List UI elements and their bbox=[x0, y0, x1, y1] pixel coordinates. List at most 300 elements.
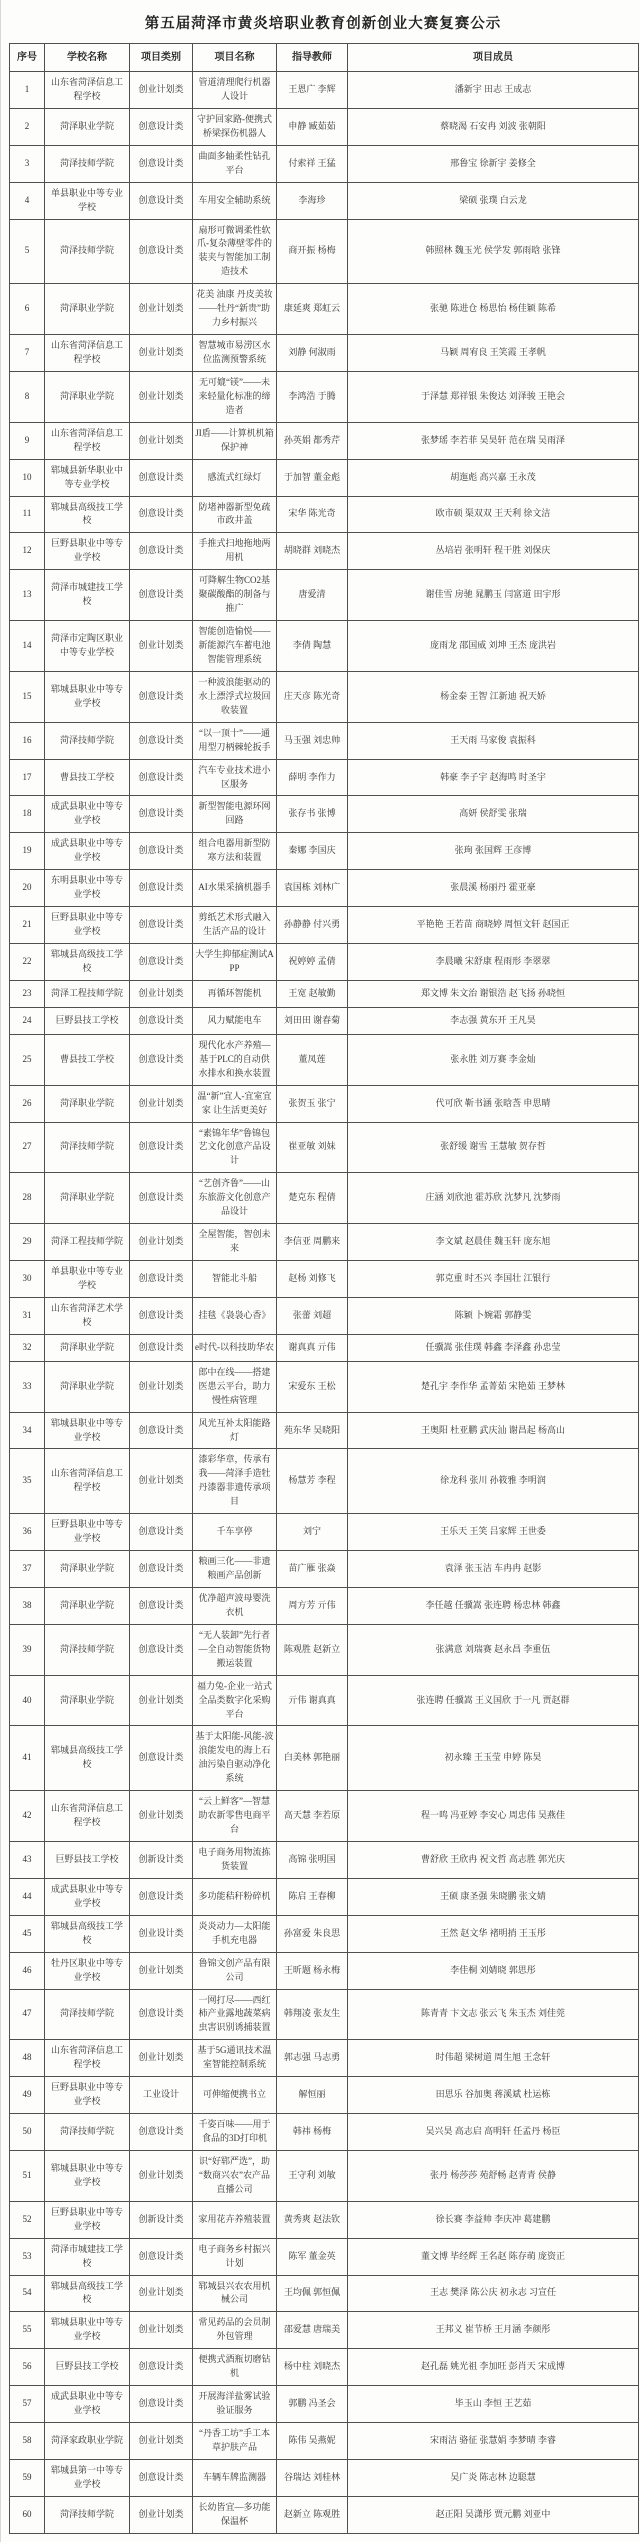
cell-category: 创意设计类 bbox=[130, 496, 193, 533]
results-table bbox=[9, 43, 639, 2534]
cell-teachers: 杨中柱 刘晓杰 bbox=[277, 2349, 348, 2386]
cell-school-name: 巨野县职业中等专业学校 bbox=[45, 2077, 130, 2114]
cell-teachers: 孙英娟 都秀芹 bbox=[277, 422, 348, 459]
cell-members: 张珣 张国辉 王彦博 bbox=[348, 833, 639, 870]
cell-school-name: 巨野县职业中等专业学校 bbox=[45, 1514, 130, 1551]
cell-members: 宋雨洁 骆征 张慧娟 李梦晴 李睿 bbox=[348, 2423, 639, 2460]
cell-school-name: 成武县职业中等专业学校 bbox=[45, 833, 130, 870]
cell-members: 庞雨龙 邵国威 刘坤 王杰 庞洪岩 bbox=[348, 621, 639, 672]
cell-project-name: 全屋智能，智创未来 bbox=[193, 1224, 277, 1261]
cell-school-name: 山东省菏泽信息工程学校 bbox=[45, 1449, 130, 1514]
table-row bbox=[10, 759, 639, 796]
cell-school-name: 巨野县技工学校 bbox=[45, 1007, 130, 1034]
cell-project-name: 优净超声波母婴洗衣机 bbox=[193, 1587, 277, 1624]
cell-category: 创意设计类 bbox=[130, 108, 193, 145]
table-row bbox=[10, 1989, 639, 2040]
cell-members: 李佳桐 刘婧晓 郭思彤 bbox=[348, 1952, 639, 1989]
cell-school-name: 郓城县职业中等专业学校 bbox=[45, 2150, 130, 2201]
cell-row-number: 21 bbox=[10, 907, 45, 944]
cell-category: 创意设计类 bbox=[130, 1122, 193, 1173]
table-row bbox=[10, 2077, 639, 2114]
cell-category: 创业计划类 bbox=[130, 284, 193, 335]
table-row bbox=[10, 2114, 639, 2151]
cell-project-name: 常见药品的会员制外包管理 bbox=[193, 2312, 277, 2349]
table-row bbox=[10, 1034, 639, 1085]
cell-project-name: e时代-以科技助华农 bbox=[193, 1334, 277, 1361]
cell-members: 王天雨 马家俊 袁振科 bbox=[348, 722, 639, 759]
cell-project-name: 车用安全辅助系统 bbox=[193, 182, 277, 219]
cell-school-name: 单县职业中等专业学校 bbox=[45, 182, 130, 219]
cell-category: 创业计划类 bbox=[130, 1224, 193, 1261]
cell-row-number: 23 bbox=[10, 980, 45, 1007]
cell-row-number: 9 bbox=[10, 422, 45, 459]
cell-row-number: 56 bbox=[10, 2349, 45, 2386]
cell-teachers: 陈观胜 赵新立 bbox=[277, 1624, 348, 1675]
cell-members: 张舒缓 谢雪 王慧敏 贺存哲 bbox=[348, 1122, 639, 1173]
cell-school-name: 郓城县高级技工学校 bbox=[45, 496, 130, 533]
cell-members: 王乐天 王笑 吕家辉 王世委 bbox=[348, 1514, 639, 1551]
cell-row-number: 36 bbox=[10, 1514, 45, 1551]
cell-school-name: 菏泽技师学院 bbox=[45, 219, 130, 284]
cell-project-name: 炎炎动力—太阳能手机充电器 bbox=[193, 1915, 277, 1952]
cell-row-number: 25 bbox=[10, 1034, 45, 1085]
cell-school-name: 山东省菏泽信息工程学校 bbox=[45, 72, 130, 109]
cell-school-name: 郓城县高级技工学校 bbox=[45, 2275, 130, 2312]
cell-teachers: 袁国栋 刘林广 bbox=[277, 870, 348, 907]
cell-members: 韩照林 魏玉光 侯学发 郭雨晗 张锋 bbox=[348, 219, 639, 284]
cell-category: 创意设计类 bbox=[130, 1173, 193, 1224]
cell-project-name: 车辆车牌监测器 bbox=[193, 2459, 277, 2496]
cell-teachers: 刘田田 谢春菊 bbox=[277, 1007, 348, 1034]
cell-project-name: 郎中在线——搭建医患云平台，助力慢性病管理 bbox=[193, 1361, 277, 1412]
cell-category: 创意设计类 bbox=[130, 1261, 193, 1298]
cell-row-number: 3 bbox=[10, 145, 45, 182]
cell-row-number: 29 bbox=[10, 1224, 45, 1261]
cell-teachers: 秦娜 李国庆 bbox=[277, 833, 348, 870]
cell-row-number: 55 bbox=[10, 2312, 45, 2349]
cell-row-number: 13 bbox=[10, 570, 45, 621]
cell-teachers: 楚克东 程倩 bbox=[277, 1173, 348, 1224]
table-row bbox=[10, 722, 639, 759]
cell-teachers: 马玉强 刘忠帅 bbox=[277, 722, 348, 759]
cell-members: 徐长赛 李益帅 李庆冲 葛建鹏 bbox=[348, 2201, 639, 2238]
cell-category: 创意设计类 bbox=[130, 1007, 193, 1034]
cell-members: 陈颖 卜婉霜 郭静雯 bbox=[348, 1297, 639, 1334]
cell-members: 张永胜 刘万赛 李金灿 bbox=[348, 1034, 639, 1085]
cell-teachers: 高天慧 李若原 bbox=[277, 1791, 348, 1842]
table-row bbox=[10, 1173, 639, 1224]
table-row bbox=[10, 1726, 639, 1791]
cell-category: 创意设计类 bbox=[130, 145, 193, 182]
cell-project-name: 鲁锦文创产品有限公司 bbox=[193, 1952, 277, 1989]
cell-school-name: 山东省菏泽信息工程学校 bbox=[45, 2040, 130, 2077]
cell-project-name: 无可媲“镁”——未来轻量化标准的缔造者 bbox=[193, 371, 277, 422]
cell-project-name: 防堵神器新型免疏市政井盖 bbox=[193, 496, 277, 533]
cell-project-name: 千姿百味——用于食品的3D打印机 bbox=[193, 2114, 277, 2151]
table-row bbox=[10, 833, 639, 870]
table-row bbox=[10, 796, 639, 833]
cell-category: 创业计划类 bbox=[130, 621, 193, 672]
cell-project-name: 现代化水产养殖—基于PLC的自动供水排水和换水装置 bbox=[193, 1034, 277, 1085]
cell-category: 创意设计类 bbox=[130, 1034, 193, 1085]
cell-row-number: 58 bbox=[10, 2423, 45, 2460]
cell-school-name: 菏泽职业学院 bbox=[45, 371, 130, 422]
cell-category: 创意设计类 bbox=[130, 833, 193, 870]
cell-project-name: 新型智能电源环网回路 bbox=[193, 796, 277, 833]
cell-project-name: 基于太阳能-风能-波浪能发电的海上石油污染自驱动净化系统 bbox=[193, 1726, 277, 1791]
cell-teachers: 苗广雁 张焱 bbox=[277, 1551, 348, 1588]
cell-row-number: 48 bbox=[10, 2040, 45, 2077]
cell-teachers: 张存书 张博 bbox=[277, 796, 348, 833]
cell-members: 王邦义 崔节桥 王月涵 李颜彤 bbox=[348, 2312, 639, 2349]
cell-project-name: 扇形可微调柔性软爪-复杂薄壁零件的装夹与智能加工制造技术 bbox=[193, 219, 277, 284]
cell-row-number: 7 bbox=[10, 335, 45, 372]
cell-teachers: 白美林 郭艳丽 bbox=[277, 1726, 348, 1791]
cell-project-name: 长幼皆宜—多功能保温杯 bbox=[193, 2496, 277, 2533]
cell-row-number: 19 bbox=[10, 833, 45, 870]
cell-school-name: 菏泽技师学院 bbox=[45, 1989, 130, 2040]
cell-row-number: 47 bbox=[10, 1989, 45, 2040]
cell-school-name: 山东省菏泽艺术学校 bbox=[45, 1297, 130, 1334]
cell-project-name: 感流式红绿灯 bbox=[193, 459, 277, 496]
cell-category: 创意设计类 bbox=[130, 1297, 193, 1334]
table-row bbox=[10, 1675, 639, 1726]
cell-row-number: 11 bbox=[10, 496, 45, 533]
cell-project-name: 漆彩华章，传承有我——菏泽手造牡丹漆器非遗传承项目 bbox=[193, 1449, 277, 1514]
cell-category: 工业设计 bbox=[130, 2077, 193, 2114]
table-row bbox=[10, 1007, 639, 1034]
cell-members: 张丹 杨莎莎 苑舒畅 赵青青 侯静 bbox=[348, 2150, 639, 2201]
cell-school-name: 菏泽技师学院 bbox=[45, 2114, 130, 2151]
cell-school-name: 菏泽技师学院 bbox=[45, 722, 130, 759]
cell-row-number: 34 bbox=[10, 1412, 45, 1449]
cell-teachers: 胡晓群 刘晓杰 bbox=[277, 533, 348, 570]
cell-project-name: 剪纸艺术形式融入生活产品的设计 bbox=[193, 907, 277, 944]
cell-project-name: 粮画三化——非遗粮画产品创新 bbox=[193, 1551, 277, 1588]
cell-teachers: 祝婷婷 孟倩 bbox=[277, 943, 348, 980]
cell-school-name: 牡丹区职业中等专业学校 bbox=[45, 1952, 130, 1989]
cell-members: 田思乐 谷加奥 蒋溪斌 杜运栋 bbox=[348, 2077, 639, 2114]
cell-project-name: 可伸缩便携书立 bbox=[193, 2077, 277, 2114]
cell-teachers: 李鸿浩 于腾 bbox=[277, 371, 348, 422]
cell-teachers: 黄秀爽 赵法钦 bbox=[277, 2201, 348, 2238]
cell-school-name: 曹县技工学校 bbox=[45, 1034, 130, 1085]
cell-category: 创业计划类 bbox=[130, 72, 193, 109]
cell-project-name: 汽车专业技术进小区服务 bbox=[193, 759, 277, 796]
cell-teachers: 谷瑞达 刘桂林 bbox=[277, 2459, 348, 2496]
cell-members: 楚孔宇 李作华 孟菁茹 宋艳茹 王梦林 bbox=[348, 1361, 639, 1412]
cell-members: 高妍 侯舒雯 张瑞 bbox=[348, 796, 639, 833]
table-row bbox=[10, 371, 639, 422]
cell-teachers: 刘静 何淑雨 bbox=[277, 335, 348, 372]
cell-row-number: 20 bbox=[10, 870, 45, 907]
table-row bbox=[10, 1551, 639, 1588]
cell-teachers: 李信亚 周鹏来 bbox=[277, 1224, 348, 1261]
table-row bbox=[10, 870, 639, 907]
cell-row-number: 26 bbox=[10, 1085, 45, 1122]
cell-row-number: 37 bbox=[10, 1551, 45, 1588]
cell-row-number: 30 bbox=[10, 1261, 45, 1298]
cell-project-name: 郓城县兴农农用机械公司 bbox=[193, 2275, 277, 2312]
table-row bbox=[10, 2312, 639, 2349]
cell-category: 创意设计类 bbox=[130, 1334, 193, 1361]
cell-teachers: 李倩 陶慧 bbox=[277, 621, 348, 672]
cell-teachers: 王恩广 李辉 bbox=[277, 72, 348, 109]
table-row bbox=[10, 2349, 639, 2386]
cell-school-name: 郓城县第一中等专业学校 bbox=[45, 2459, 130, 2496]
cell-school-name: 菏泽职业学院 bbox=[45, 1361, 130, 1412]
cell-school-name: 巨野县职业中等专业学校 bbox=[45, 2201, 130, 2238]
cell-row-number: 31 bbox=[10, 1297, 45, 1334]
cell-row-number: 54 bbox=[10, 2275, 45, 2312]
table-row bbox=[10, 459, 639, 496]
table-row bbox=[10, 943, 639, 980]
cell-row-number: 24 bbox=[10, 1007, 45, 1034]
table-row bbox=[10, 145, 639, 182]
cell-row-number: 38 bbox=[10, 1587, 45, 1624]
header-no: 序号 bbox=[10, 44, 45, 72]
cell-teachers: 赵杨 刘修飞 bbox=[277, 1261, 348, 1298]
table-row bbox=[10, 1334, 639, 1361]
cell-project-name: 再循环智能机 bbox=[193, 980, 277, 1007]
cell-members: 赵正阳 吴潇彤 贾元鹏 刘亚中 bbox=[348, 2496, 639, 2533]
cell-teachers: 王宽 赵敏勤 bbox=[277, 980, 348, 1007]
table-row bbox=[10, 907, 639, 944]
cell-members: 郭克重 时丕兴 李国壮 江银行 bbox=[348, 1261, 639, 1298]
table-row bbox=[10, 1952, 639, 1989]
cell-category: 创业计划类 bbox=[130, 2496, 193, 2533]
cell-project-name: 风光互补太阳能路灯 bbox=[193, 1412, 277, 1449]
cell-school-name: 菏泽工程技师学院 bbox=[45, 980, 130, 1007]
cell-project-name: JI盾——计算机机箱保护神 bbox=[193, 422, 277, 459]
cell-school-name: 菏泽职业学院 bbox=[45, 1551, 130, 1588]
cell-members: 王志 樊泽 陈公庆 初永志 习宣任 bbox=[348, 2275, 639, 2312]
cell-project-name: 挂毯《袅袅心香》 bbox=[193, 1297, 277, 1334]
cell-teachers: 刘宁 bbox=[277, 1514, 348, 1551]
cell-category: 创业计划类 bbox=[130, 2275, 193, 2312]
cell-members: 张驰 陈进仓 杨思怡 杨佳颖 陈希 bbox=[348, 284, 639, 335]
cell-members: 潘新宇 田志 王成志 bbox=[348, 72, 639, 109]
cell-members: 马颖 周宥良 王笑霞 王孝帆 bbox=[348, 335, 639, 372]
cell-school-name: 巨野县技工学校 bbox=[45, 1842, 130, 1879]
cell-members: 吴兴昊 高志启 高明轩 任孟丹 杨臣 bbox=[348, 2114, 639, 2151]
cell-category: 创业计划类 bbox=[130, 1791, 193, 1842]
table-row bbox=[10, 2496, 639, 2533]
header-project: 项目名称 bbox=[193, 44, 277, 72]
cell-category: 创意设计类 bbox=[130, 1514, 193, 1551]
cell-project-name: “云上鲜客”—智慧助农新零售电商平台 bbox=[193, 1791, 277, 1842]
cell-project-name: “艺创齐鲁”——山东旅游文化创意产品设计 bbox=[193, 1173, 277, 1224]
cell-project-name: 管道清理爬行机器人设计 bbox=[193, 72, 277, 109]
cell-teachers: 孙富爱 朱良思 bbox=[277, 1915, 348, 1952]
cell-teachers: 陈启 王春柳 bbox=[277, 1878, 348, 1915]
cell-members: 曹舒欣 王欣冉 祝文哲 高志胜 郭光庆 bbox=[348, 1842, 639, 1879]
cell-teachers: 张贺玉 张宁 bbox=[277, 1085, 348, 1122]
cell-members: 王硕 康圣强 朱晓鹏 张文婧 bbox=[348, 1878, 639, 1915]
cell-members: 赵孔磊 姚光祖 李加旺 彭肖天 宋成博 bbox=[348, 2349, 639, 2386]
table-row bbox=[10, 284, 639, 335]
table-row bbox=[10, 2386, 639, 2423]
table-row bbox=[10, 1449, 639, 1514]
cell-row-number: 49 bbox=[10, 2077, 45, 2114]
cell-members: 蔡晓渴 石安冉 刘波 张朝阳 bbox=[348, 108, 639, 145]
cell-row-number: 52 bbox=[10, 2201, 45, 2238]
cell-project-name: 千车享停 bbox=[193, 1514, 277, 1551]
cell-school-name: 成武县职业中等专业学校 bbox=[45, 1878, 130, 1915]
cell-row-number: 39 bbox=[10, 1624, 45, 1675]
cell-project-name: 手推式扫地拖地两用机 bbox=[193, 533, 277, 570]
cell-row-number: 42 bbox=[10, 1791, 45, 1842]
cell-teachers: 康延爽 郑虹云 bbox=[277, 284, 348, 335]
table-row bbox=[10, 335, 639, 372]
cell-teachers: 苑东华 吴晓阳 bbox=[277, 1412, 348, 1449]
table-row bbox=[10, 621, 639, 672]
cell-members: 邢鲁宝 徐新宇 姜修全 bbox=[348, 145, 639, 182]
cell-category: 创业计划类 bbox=[130, 2312, 193, 2349]
cell-project-name: 大学生抑郁症测试APP bbox=[193, 943, 277, 980]
cell-row-number: 33 bbox=[10, 1361, 45, 1412]
cell-school-name: 菏泽工程技师学院 bbox=[45, 1224, 130, 1261]
cell-category: 创业计划类 bbox=[130, 335, 193, 372]
cell-teachers: 申静 臧茹茹 bbox=[277, 108, 348, 145]
cell-project-name: AI水果采摘机器手 bbox=[193, 870, 277, 907]
cell-category: 创意设计类 bbox=[130, 533, 193, 570]
table-body bbox=[10, 72, 639, 2534]
cell-school-name: 菏泽职业学院 bbox=[45, 1334, 130, 1361]
cell-teachers: 高锦 张明国 bbox=[277, 1842, 348, 1879]
cell-row-number: 57 bbox=[10, 2386, 45, 2423]
cell-teachers: 郭志强 马志勇 bbox=[277, 2040, 348, 2077]
header-teachers: 指导教师 bbox=[277, 44, 348, 72]
cell-members: 代可欣 靳书涵 张晗莟 申思晴 bbox=[348, 1085, 639, 1122]
cell-members: 程一鸣 冯亚婷 李安心 周忠伟 吴燕佳 bbox=[348, 1791, 639, 1842]
cell-teachers: 唐爱清 bbox=[277, 570, 348, 621]
cell-members: 初永臻 王玉莹 申婷 陈昊 bbox=[348, 1726, 639, 1791]
cell-teachers: 韩祎 杨梅 bbox=[277, 2114, 348, 2151]
cell-school-name: 菏泽技师学院 bbox=[45, 2496, 130, 2533]
cell-school-name: 菏泽技师学院 bbox=[45, 1624, 130, 1675]
cell-school-name: 菏泽市城建技工学校 bbox=[45, 2238, 130, 2275]
cell-members: 丛培岩 张明轩 程干胜 刘保庆 bbox=[348, 533, 639, 570]
cell-school-name: 菏泽市定陶区职业中等专业学校 bbox=[45, 621, 130, 672]
cell-school-name: 郓城县高级技工学校 bbox=[45, 1726, 130, 1791]
cell-project-name: 一种波浪能驱动的水上漂浮式垃圾回收装置 bbox=[193, 671, 277, 722]
cell-school-name: 单县职业中等专业学校 bbox=[45, 1261, 130, 1298]
cell-project-name: 便携式酒瓶切磨钻机 bbox=[193, 2349, 277, 2386]
cell-row-number: 32 bbox=[10, 1334, 45, 1361]
table-row bbox=[10, 182, 639, 219]
cell-school-name: 菏泽市城建技工学校 bbox=[45, 570, 130, 621]
cell-school-name: 郓城县职业中等专业学校 bbox=[45, 1412, 130, 1449]
cell-row-number: 60 bbox=[10, 2496, 45, 2533]
cell-row-number: 18 bbox=[10, 796, 45, 833]
cell-members: 王然 赵文华 褚明捎 王玉彤 bbox=[348, 1915, 639, 1952]
cell-teachers: 赵新立 陈观胜 bbox=[277, 2496, 348, 2533]
cell-school-name: 山东省菏泽信息工程学校 bbox=[45, 1791, 130, 1842]
cell-teachers: 谢真真 亓伟 bbox=[277, 1334, 348, 1361]
cell-teachers: 陈伟 吴燕妮 bbox=[277, 2423, 348, 2460]
cell-members: 陈青青 卞文志 张云飞 朱玉杰 刘佳莞 bbox=[348, 1989, 639, 2040]
cell-category: 创业计划类 bbox=[130, 980, 193, 1007]
table-row bbox=[10, 2459, 639, 2496]
cell-school-name: 成武县职业中等专业学校 bbox=[45, 796, 130, 833]
cell-row-number: 59 bbox=[10, 2459, 45, 2496]
cell-school-name: 东明县职业中等专业学校 bbox=[45, 870, 130, 907]
cell-row-number: 15 bbox=[10, 671, 45, 722]
table-row bbox=[10, 2238, 639, 2275]
cell-teachers: 王均佩 郭恒佩 bbox=[277, 2275, 348, 2312]
cell-category: 创意设计类 bbox=[130, 570, 193, 621]
table-row bbox=[10, 980, 639, 1007]
cell-category: 创意设计类 bbox=[130, 1587, 193, 1624]
cell-members: 李文斌 赵晨佳 魏玉轩 庞东旭 bbox=[348, 1224, 639, 1261]
cell-category: 创意设计类 bbox=[130, 219, 193, 284]
cell-project-name: 福力兔-企业一站式全品类数字化采购平台 bbox=[193, 1675, 277, 1726]
cell-project-name: “丹香工坊”手工本草护肤产品 bbox=[193, 2423, 277, 2460]
cell-category: 创业计划类 bbox=[130, 2040, 193, 2077]
cell-members: 梁硕 张璞 白云龙 bbox=[348, 182, 639, 219]
cell-teachers: 杨慧芳 李程 bbox=[277, 1449, 348, 1514]
cell-members: 胡迤彪 高兴嘉 王永茂 bbox=[348, 459, 639, 496]
table-row bbox=[10, 2201, 639, 2238]
cell-school-name: 巨野县职业中等专业学校 bbox=[45, 533, 130, 570]
cell-teachers: 陈军 董金英 bbox=[277, 2238, 348, 2275]
cell-school-name: 菏泽职业学院 bbox=[45, 1085, 130, 1122]
cell-category: 创业计划类 bbox=[130, 422, 193, 459]
cell-teachers: 商开振 杨梅 bbox=[277, 219, 348, 284]
cell-project-name: 智能创造愉悦——新能源汽车蓄电池智能管理系统 bbox=[193, 621, 277, 672]
table-header bbox=[10, 44, 639, 72]
cell-school-name: 菏泽职业学院 bbox=[45, 1173, 130, 1224]
cell-members: 时伟超 梁树道 周生旭 王念轩 bbox=[348, 2040, 639, 2077]
cell-row-number: 10 bbox=[10, 459, 45, 496]
cell-members: 董文博 毕经辉 王名赵 陈存萌 庞资正 bbox=[348, 2238, 639, 2275]
cell-project-name: 多功能秸秆粉碎机 bbox=[193, 1878, 277, 1915]
cell-members: 谢佳雪 房驰 晁鹏玉 闫富道 田宇形 bbox=[348, 570, 639, 621]
cell-teachers: 宋华 陈光奇 bbox=[277, 496, 348, 533]
cell-members: 张梦瑶 李若菲 吴昊轩 范在瑞 吴雨泽 bbox=[348, 422, 639, 459]
cell-project-name: 可降解生物CO2基聚碳酸酯的制备与推广 bbox=[193, 570, 277, 621]
cell-school-name: 郓城县新华职业中等专业学校 bbox=[45, 459, 130, 496]
cell-project-name: 风力赋能电车 bbox=[193, 1007, 277, 1034]
cell-teachers: 庄天彦 陈光奇 bbox=[277, 671, 348, 722]
cell-teachers: 亓伟 谢真真 bbox=[277, 1675, 348, 1726]
cell-teachers: 张蕾 刘超 bbox=[277, 1297, 348, 1334]
cell-project-name: 智能北斗船 bbox=[193, 1261, 277, 1298]
cell-row-number: 1 bbox=[10, 72, 45, 109]
table-row bbox=[10, 422, 639, 459]
cell-row-number: 22 bbox=[10, 943, 45, 980]
cell-project-name: 守护回家路-便携式桥梁探伤机器人 bbox=[193, 108, 277, 145]
header-row bbox=[10, 44, 639, 72]
cell-members: 袁泽 张玉洁 车冉冉 赵影 bbox=[348, 1551, 639, 1588]
cell-category: 创新设计类 bbox=[130, 2201, 193, 2238]
cell-project-name: 基于5G通讯技术温室智能控制系统 bbox=[193, 2040, 277, 2077]
cell-project-name: 花美 油康 丹皮美妆——牡丹“新贵”助力乡村振兴 bbox=[193, 284, 277, 335]
table-row bbox=[10, 1297, 639, 1334]
cell-category: 创业设计类 bbox=[130, 1915, 193, 1952]
cell-category: 创新设计类 bbox=[130, 1842, 193, 1879]
table-row bbox=[10, 72, 639, 109]
table-row bbox=[10, 671, 639, 722]
cell-row-number: 41 bbox=[10, 1726, 45, 1791]
table-row bbox=[10, 533, 639, 570]
cell-project-name: 温“新”宜人-宜室宜家 让生活更美好 bbox=[193, 1085, 277, 1122]
cell-teachers: 崔亚敏 刘妹 bbox=[277, 1122, 348, 1173]
cell-category: 创意设计类 bbox=[130, 1989, 193, 2040]
table-row bbox=[10, 1624, 639, 1675]
cell-school-name: 菏泽职业学院 bbox=[45, 108, 130, 145]
